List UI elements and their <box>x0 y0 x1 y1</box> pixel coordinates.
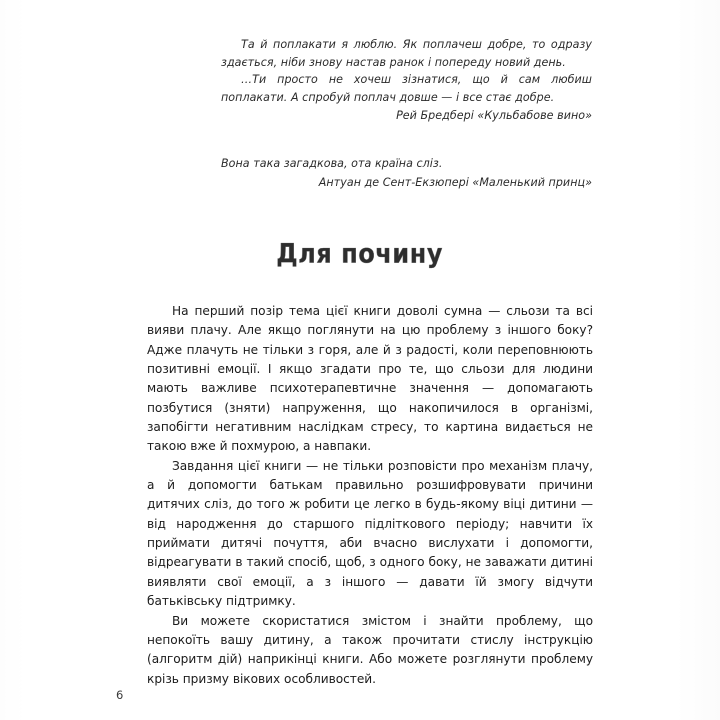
epigraph-first <box>221 36 592 125</box>
chapter-heading <box>0 240 720 270</box>
epigraph-first-line-1: Та й поплакати я люблю. Як поплачеш добре, то одразу здається, ніби знову настав ранок і попереду новий день. <box>221 38 592 69</box>
epigraph-second <box>221 155 592 191</box>
body-paragraph: На перший позір тема цієї книги доволі сумна — сльози та всі вияви плачу. Але якщо поглянути на цю проблему з іншого боку? Адже плачуть не тільки з горя, але й з радості, коли переповнюють позитивні емоції. І якщо згадати про те, що сльози для людини мають важливе психотерапевтичне значення — допомагають позбутися (зняти) напруження, що накопичилося в організмі, запобігти негативним наслідкам стресу, то картина видається не такою вже й похмурою, а навпаки. <box>147 304 593 454</box>
page-number: 6 <box>116 688 124 702</box>
body-paragraph: Ви можете скористатися змістом і знайти проблему, що непокоїть вашу дитину, а також прочитати стислу інструкцію (алгоритм дій) наприкінці книги. Або можете розглянути проблему крізь призму вікових особливостей. <box>147 613 593 686</box>
epigraph-second-source: Антуан де Сент-Екзюпері «Маленький принц» <box>318 175 592 189</box>
chapter-heading-text: Для почину <box>276 238 444 270</box>
epigraph-second-line-1: Вона така загадкова, ота країна сліз. <box>221 157 443 170</box>
body-paragraph: Завдання цієї книги — не тільки розповісти про механізм плачу, а й допомогти батькам правильно розшифровувати причини дитячих сліз, до того ж робити це легко в будь-якому віці дитини — від народження до старшого підліткового періоду; навчити їх приймати дитячі почуття, аби вчасно вислухати і допомогти, відреагувати в такий спосіб, щоб, з одного боку, не заважати дитині виявляти свої емоції, а з іншого — давати їй змогу відчути батьківську підтримку. <box>147 458 593 609</box>
body-copy <box>147 302 593 689</box>
epigraph-first-source: Рей Бредбері «Кульбабове вино» <box>396 109 592 123</box>
epigraph-first-line-2: …Ти просто не хочеш зізнатися, що й сам любиш поплакати. А спробуй поплач довше — і все стає добре. <box>221 73 592 104</box>
